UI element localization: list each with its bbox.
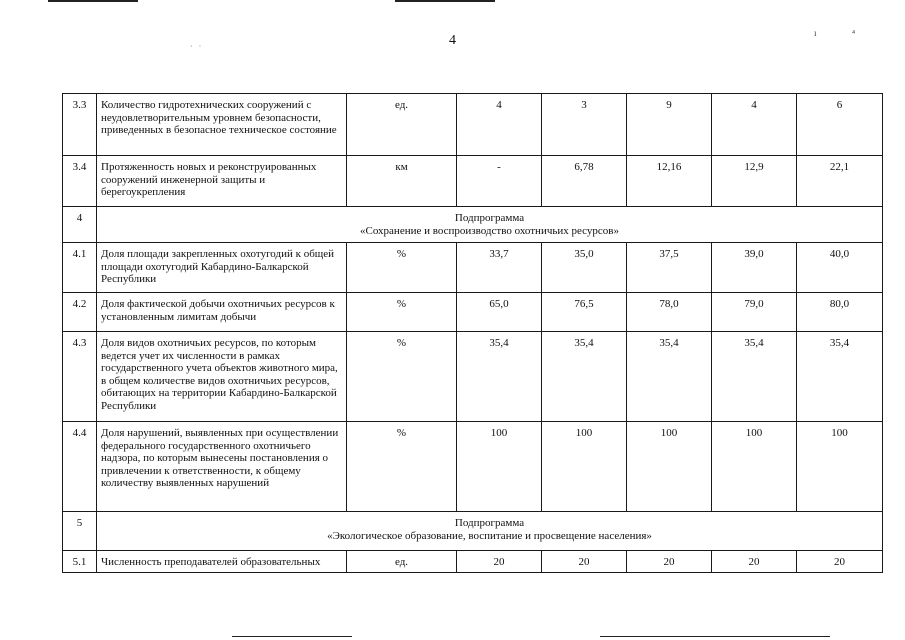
value-cell: 37,5 [627,243,712,293]
scan-artifact-bottom-right [600,636,830,637]
unit-cell: % [347,243,457,293]
value-cell: 100 [627,422,712,512]
indicator-name: Количество гидротехнических сооружений с неудовлетворительным уровнем безопасности, приведенных в безопасное техническое состояние [97,94,347,156]
table-row [63,243,883,293]
value-cell: 12,16 [627,156,712,207]
value-cell: 4 [712,94,797,156]
value-cell: 3 [542,94,627,156]
value-cell: - [457,156,542,207]
indicator-name: Доля фактической добычи охотничьих ресурсов к установленным лимитам добычи [97,293,347,332]
indicator-name: Доля видов охотничьих ресурсов, по которым ведется учет их численности в рамках государственного учета объектов животного мира, в общем количестве видов охотничьих ресурсов, обитающих на территории Кабардино-Балкарской Республики [97,332,347,422]
section-title [97,207,883,243]
table-row [63,293,883,332]
value-cell: 35,4 [627,332,712,422]
section-number: 5 [63,512,97,551]
row-number: 3.3 [63,94,97,156]
value-cell: 4 [457,94,542,156]
unit-cell: % [347,332,457,422]
value-cell: 6,78 [542,156,627,207]
unit-cell: км [347,156,457,207]
value-cell: 20 [712,551,797,573]
value-cell: 100 [712,422,797,512]
scan-artifact-top-left [48,0,138,2]
value-cell: 33,7 [457,243,542,293]
value-cell: 39,0 [712,243,797,293]
value-cell: 20 [627,551,712,573]
value-cell: 65,0 [457,293,542,332]
unit-cell: ед. [347,94,457,156]
table-row [63,422,883,512]
unit-cell: % [347,422,457,512]
row-number: 4.1 [63,243,97,293]
value-cell: 35,4 [712,332,797,422]
section-title-line-1: Подпрограмма [454,212,525,224]
corner-mark-right: ⁴ [852,28,856,38]
table-row [63,332,883,422]
value-cell: 35,0 [542,243,627,293]
section-title [97,512,883,551]
value-cell: 22,1 [797,156,883,207]
row-number: 5.1 [63,551,97,573]
indicators-table [62,93,883,573]
unit-cell: ед. [347,551,457,573]
value-cell: 20 [542,551,627,573]
row-number: 4.4 [63,422,97,512]
corner-mark-left: ı [814,28,817,38]
indicator-name: Доля площади закрепленных охотугодий к общей площади охотугодий Кабардино-Балкарской Республики [97,243,347,293]
value-cell: 100 [457,422,542,512]
value-cell: 76,5 [542,293,627,332]
page-number: 4 [449,33,456,48]
value-cell: 6 [797,94,883,156]
value-cell: 35,4 [797,332,883,422]
row-number: 3.4 [63,156,97,207]
value-cell: 35,4 [457,332,542,422]
section-title-line-1: Подпрограмма [454,517,525,529]
section-title-line-2: «Сохранение и воспроизводство охотничьих ресурсов» [359,224,619,237]
unit-cell: % [347,293,457,332]
scan-speckle: · · [190,42,204,51]
table-row [63,94,883,156]
indicator-name: Доля нарушений, выявленных при осуществлении федерального государственного охотничьего надзора, по которым вынесены постановления о привлечении к ответственности, к общему количеству выявленных нарушений [97,422,347,512]
value-cell: 12,9 [712,156,797,207]
indicator-name: Протяженность новых и реконструированных сооружений инженерной защиты и берегоукрепления [97,156,347,207]
value-cell: 40,0 [797,243,883,293]
table-row [63,156,883,207]
section-header-row [63,512,883,551]
section-number: 4 [63,207,97,243]
section-header-row [63,207,883,243]
value-cell: 20 [457,551,542,573]
table-row [63,551,883,573]
value-cell: 78,0 [627,293,712,332]
row-number: 4.3 [63,332,97,422]
indicator-name: Численность преподавателей образовательных [97,551,347,573]
section-title-line-2: «Экологическое образование, воспитание и просвещение населения» [327,529,652,542]
value-cell: 35,4 [542,332,627,422]
value-cell: 9 [627,94,712,156]
value-cell: 79,0 [712,293,797,332]
value-cell: 80,0 [797,293,883,332]
row-number: 4.2 [63,293,97,332]
value-cell: 20 [797,551,883,573]
scan-artifact-top-center [395,0,495,2]
scan-artifact-bottom-left [232,636,352,637]
value-cell: 100 [797,422,883,512]
value-cell: 100 [542,422,627,512]
